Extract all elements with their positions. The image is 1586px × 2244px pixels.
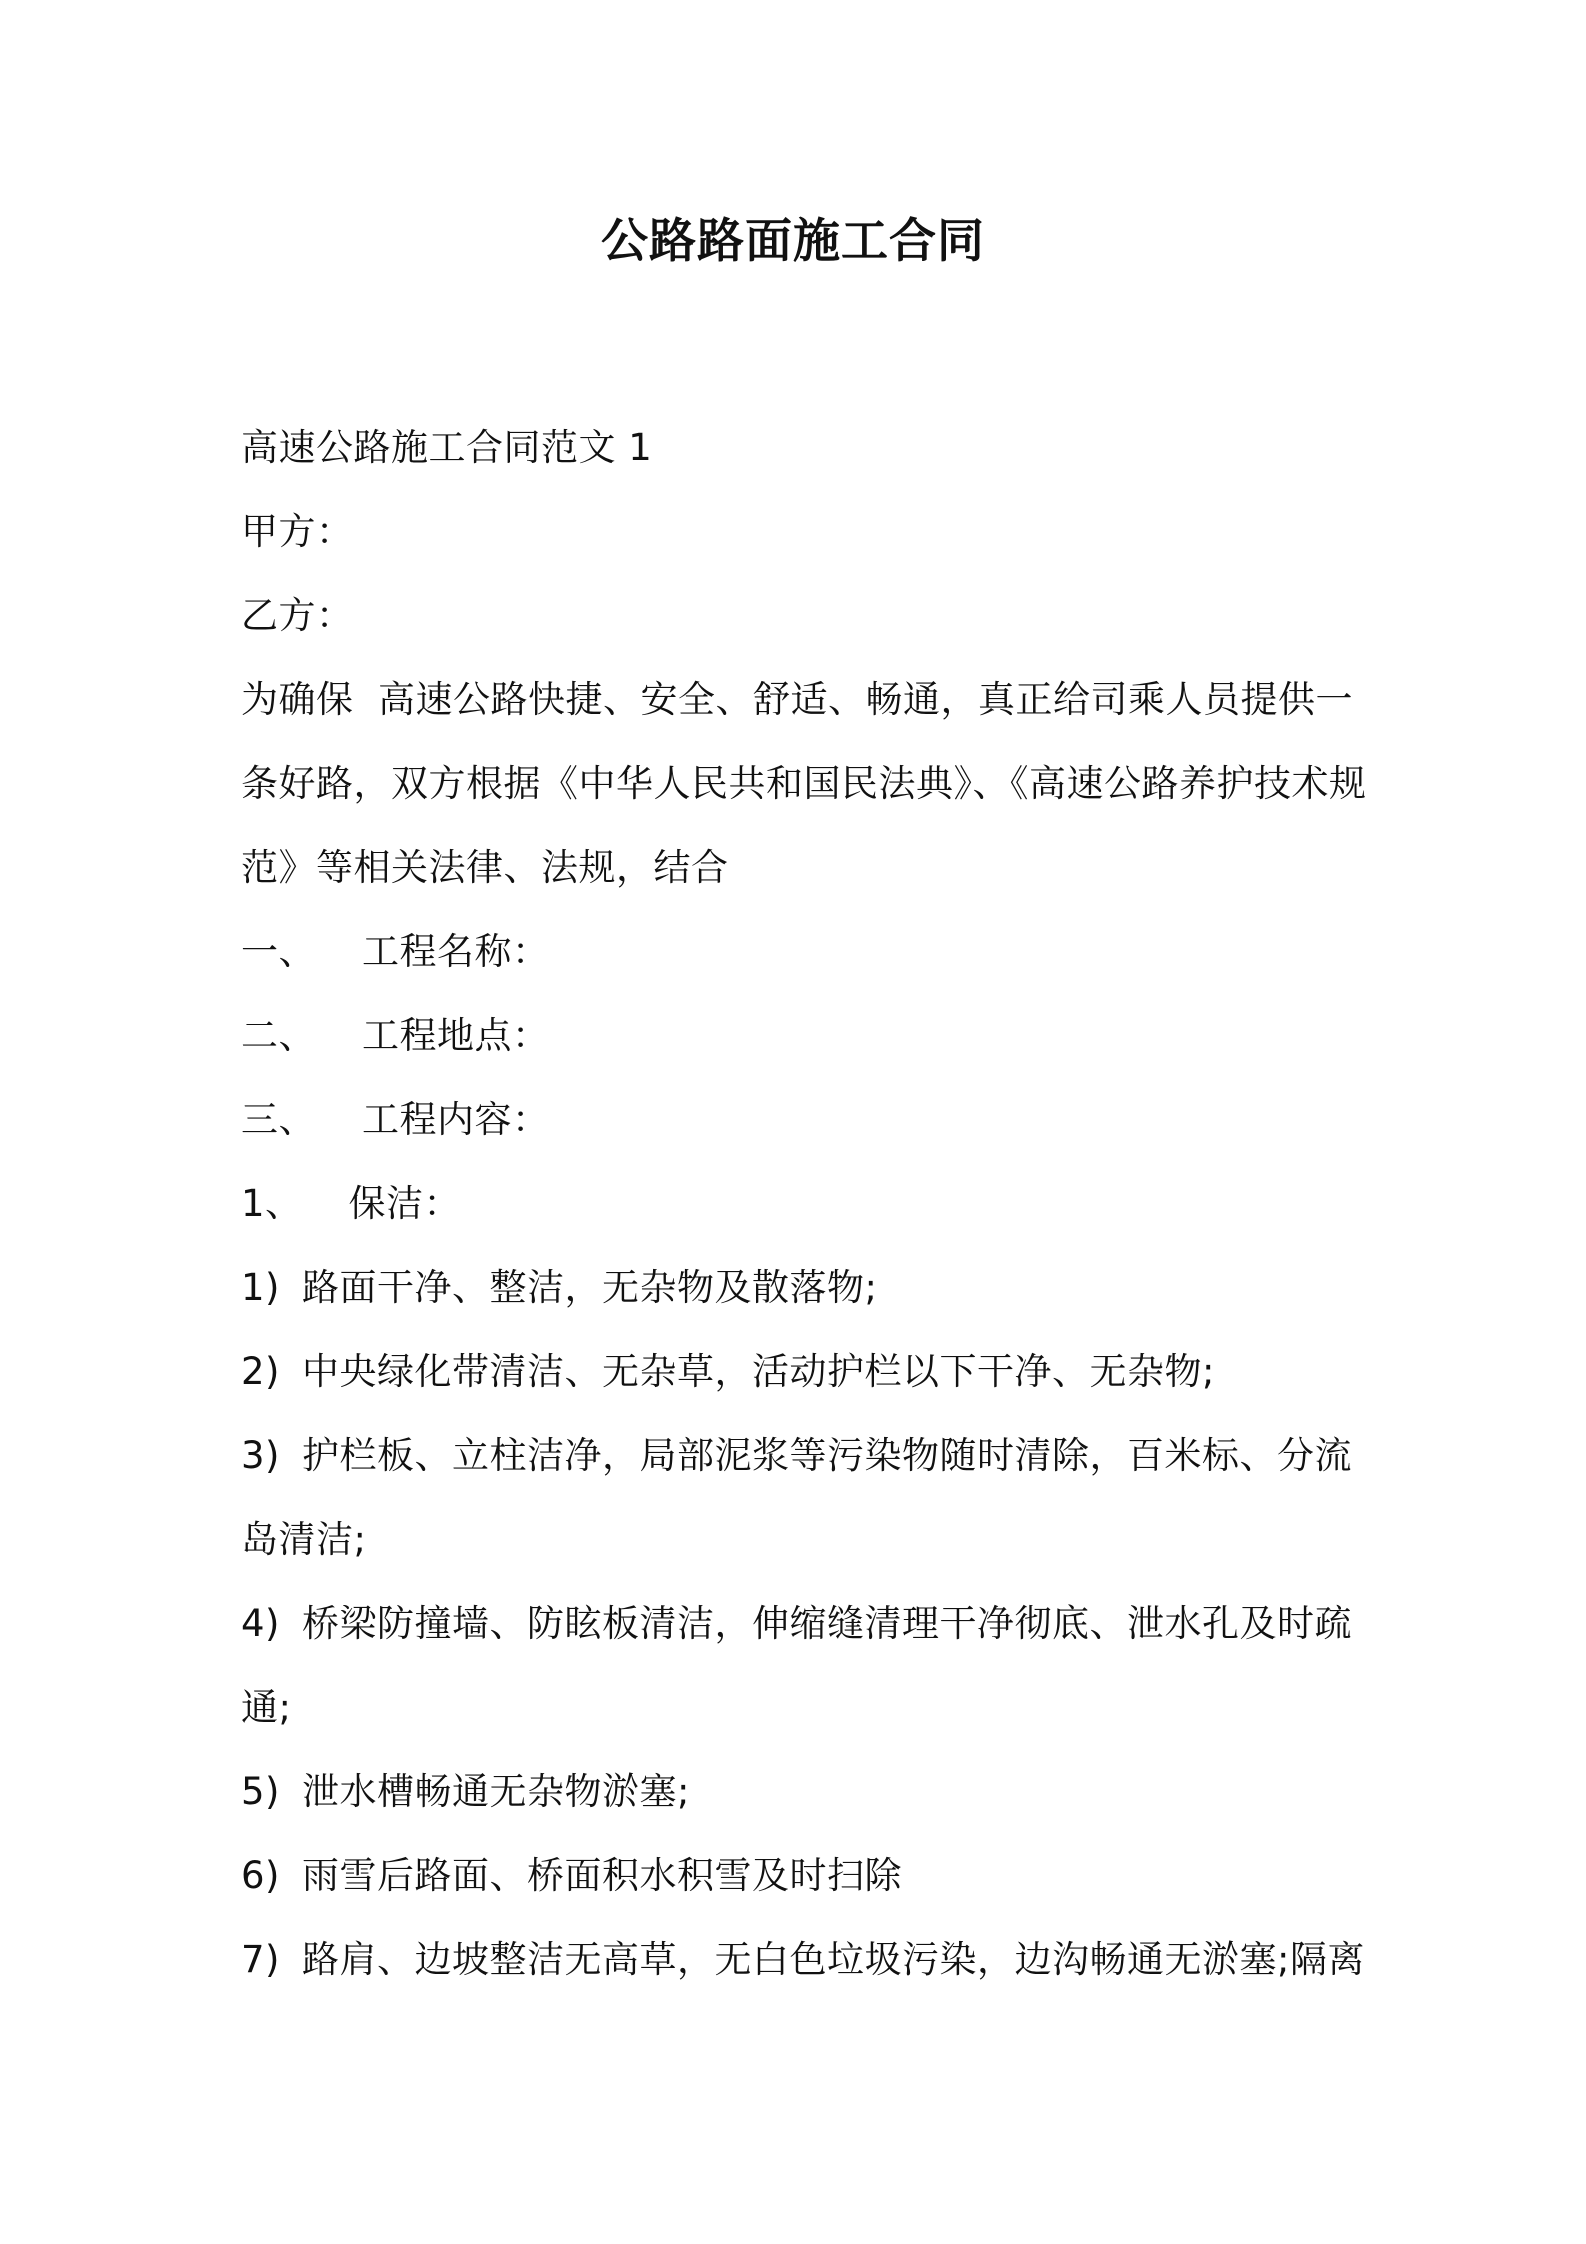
list-item [241,1582,1361,1666]
section-label: 工程名称： [362,930,550,973]
item-text: 路肩、边坡整洁无高草，无白色垃圾污染，边沟畅通无淤塞;隔离 [301,1938,1365,1981]
section-label: 工程内容： [362,1098,550,1141]
list-item [241,1918,1365,2002]
item-text: 桥梁防撞墙、防眩板清洁，伸缩缝清理干净彻底、泄水孔及时疏 [301,1602,1352,1645]
list-item [241,1330,1361,1414]
line-text: 范》等相关法律、法规，结合 [241,846,729,889]
section-number: 一、 [241,930,316,973]
section-project-location [241,994,1361,1078]
item-text: 泄水槽畅通无杂物淤塞; [301,1770,690,1813]
item-text: 通; [241,1686,292,1729]
subsection-cleaning [241,1162,1361,1246]
intro-line-2 [241,742,1367,826]
item-text: 护栏板、立柱洁净，局部泥浆等污染物随时清除，百米标、分流 [301,1434,1352,1477]
list-item-continuation [241,1666,1361,1750]
item-number: 1) [241,1266,280,1309]
item-text: 岛清洁; [241,1518,367,1561]
item-number: 4) [241,1602,280,1645]
party-a-line [241,490,1361,574]
list-item [241,1414,1361,1498]
item-text: 路面干净、整洁，无杂物及散落物; [301,1266,878,1309]
intro-line-1 [241,658,1361,742]
item-number: 3) [241,1434,280,1477]
item-number: 6) [241,1854,280,1897]
line-text: 乙方： [241,594,354,637]
list-item-continuation [241,1498,1361,1582]
item-number: 2) [241,1350,280,1393]
section-number: 二、 [241,1014,316,1057]
subsection-label: 保洁： [348,1182,462,1225]
item-number: 7) [241,1938,280,1981]
line-text: 为确保 高速公路快捷、安全、舒适、畅通，真正给司乘人员提供一 [241,678,1354,721]
item-text: 中央绿化带清洁、无杂草，活动护栏以下干净、无杂物; [301,1350,1215,1393]
section-project-content [241,1078,1361,1162]
intro-line-3 [241,826,1361,910]
contract-heading [241,406,1361,490]
section-label: 工程地点： [362,1014,550,1057]
document-title: 公路路面施工合同 [601,214,985,269]
list-item [241,1834,1361,1918]
party-b-line [241,574,1361,658]
item-number: 5) [241,1770,280,1813]
item-text: 雨雪后路面、桥面积水积雪及时扫除 [301,1854,902,1897]
list-item [241,1750,1361,1834]
line-text: 高速公路施工合同范文 1 [241,426,653,469]
document-body [241,406,1367,2002]
line-text: 条好路，双方根据《中华人民共和国民法典》、《高速公路养护技术规 [241,762,1367,805]
subsection-number: 1、 [241,1182,303,1225]
section-project-name [241,910,1361,994]
list-item [241,1246,1361,1330]
section-number: 三、 [241,1098,316,1141]
line-text: 甲方： [241,510,354,553]
